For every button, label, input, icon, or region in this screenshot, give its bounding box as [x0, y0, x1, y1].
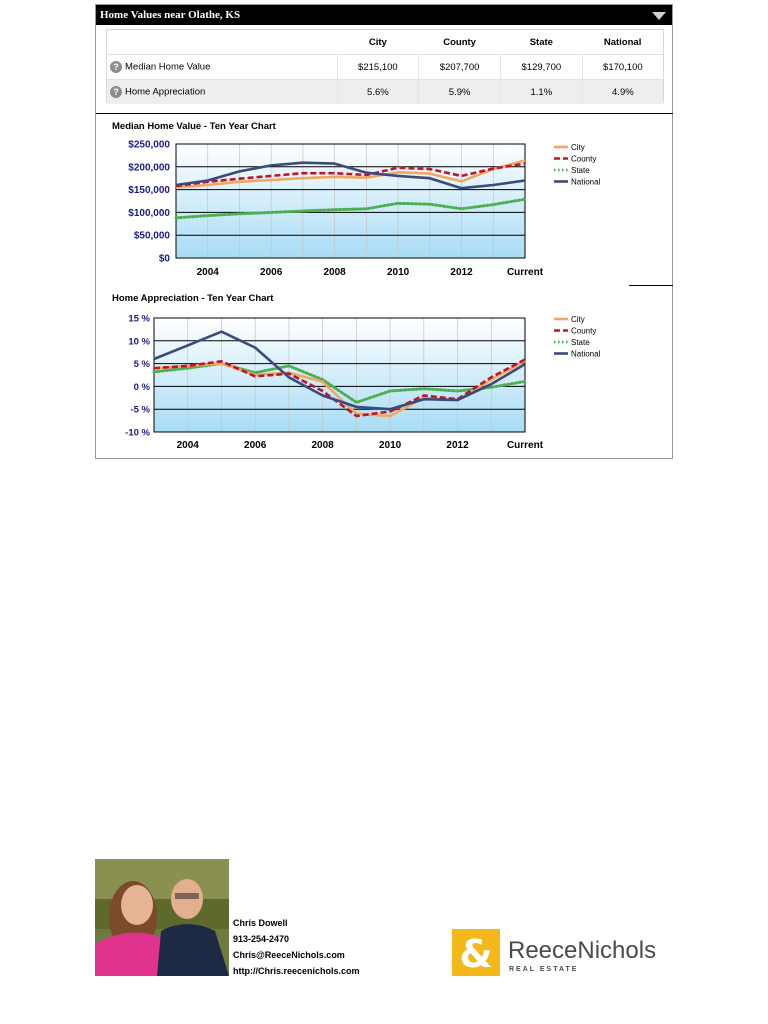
agent-contact — [233, 915, 360, 979]
legend-label-state: State — [571, 338, 590, 347]
x-tick-label: 2008 — [311, 440, 334, 451]
chart-title-appreciation: Home Appreciation - Ten Year Chart — [112, 293, 274, 304]
x-tick-label: 2004 — [176, 440, 199, 451]
cell-appreciation-state: 1.1% — [500, 80, 582, 105]
legend-label-national: National — [571, 349, 601, 359]
agent-email[interactable]: Chris@ReeceNichols.com — [233, 950, 345, 960]
y-tick-label: $0 — [158, 253, 170, 265]
legend-label-city: City — [571, 315, 585, 324]
y-tick-label: $250,000 — [128, 139, 170, 151]
svg-text:&: & — [459, 932, 493, 976]
agent-photo-image — [95, 859, 229, 976]
row-label-median-home-value: Median Home Value — [125, 61, 211, 73]
brand-subtitle: REAL ESTATE — [509, 966, 579, 973]
agent-phone[interactable]: 913-254-2470 — [233, 934, 290, 944]
y-tick-label: -5 % — [130, 404, 150, 416]
y-tick-label: $100,000 — [128, 207, 170, 219]
help-icon[interactable]: ? — [110, 61, 122, 73]
x-tick-label: 2010 — [386, 267, 410, 278]
ampersand-logo-glyph — [452, 929, 500, 976]
y-tick-label: 10 % — [128, 336, 150, 348]
chart-title-median-value: Median Home Value - Ten Year Chart — [112, 121, 276, 132]
x-tick-label: 2006 — [260, 267, 283, 278]
widget-title: Home Values near Olathe, KS — [100, 9, 241, 21]
legend-label-county: County — [571, 154, 597, 164]
plot-area — [154, 318, 525, 432]
agent-name: Chris Dowell — [233, 918, 288, 928]
cell-median-national: $170,100 — [582, 55, 663, 80]
cell-appreciation-city: 5.6% — [337, 80, 419, 105]
agent-website[interactable]: http://Chris.reecenichols.com — [233, 966, 360, 976]
cell-median-county: $207,700 — [419, 55, 501, 80]
home-values-widget — [95, 4, 673, 459]
y-tick-label: 5 % — [133, 359, 150, 371]
column-header-county: County — [443, 36, 476, 48]
help-icon[interactable]: ? — [110, 86, 122, 98]
column-header-city: City — [368, 36, 387, 48]
column-header-state: State — [529, 36, 553, 48]
charts-canvas — [96, 5, 674, 460]
x-tick-label: 2006 — [244, 440, 267, 451]
y-tick-label: -10 % — [125, 427, 150, 439]
y-tick-label: 0 % — [133, 381, 150, 393]
x-tick-label: 2010 — [378, 440, 402, 451]
brand-logo — [452, 929, 674, 977]
cell-median-city: $215,100 — [337, 55, 419, 80]
ampersand-logo-icon — [452, 929, 500, 976]
median-home-value-chart — [128, 140, 600, 279]
cell-appreciation-national: 4.9% — [582, 80, 663, 105]
agent-photo — [95, 859, 229, 976]
y-tick-label: $50,000 — [133, 230, 170, 242]
legend-label-national: National — [571, 177, 601, 187]
cell-median-state: $129,700 — [500, 55, 582, 80]
x-tick-label: Current — [506, 440, 544, 451]
cell-appreciation-county: 5.9% — [419, 80, 501, 105]
x-tick-label: 2008 — [323, 267, 346, 278]
column-header-national: National — [603, 36, 642, 48]
home-appreciation-chart — [125, 314, 600, 452]
y-tick-label: $150,000 — [128, 185, 170, 197]
x-tick-label: Current — [506, 267, 544, 278]
x-tick-label: 2012 — [450, 267, 473, 278]
x-tick-label: 2004 — [196, 267, 219, 278]
legend-label-state: State — [571, 166, 590, 175]
plot-area — [176, 144, 525, 258]
y-tick-label: $200,000 — [128, 162, 170, 174]
x-tick-label: 2012 — [446, 440, 469, 451]
y-tick-label: 15 % — [128, 313, 150, 325]
brand-name: ReeceNichols — [508, 937, 657, 964]
legend-label-city: City — [571, 143, 585, 152]
row-label-home-appreciation: Home Appreciation — [125, 86, 206, 98]
legend-label-county: County — [571, 326, 597, 336]
